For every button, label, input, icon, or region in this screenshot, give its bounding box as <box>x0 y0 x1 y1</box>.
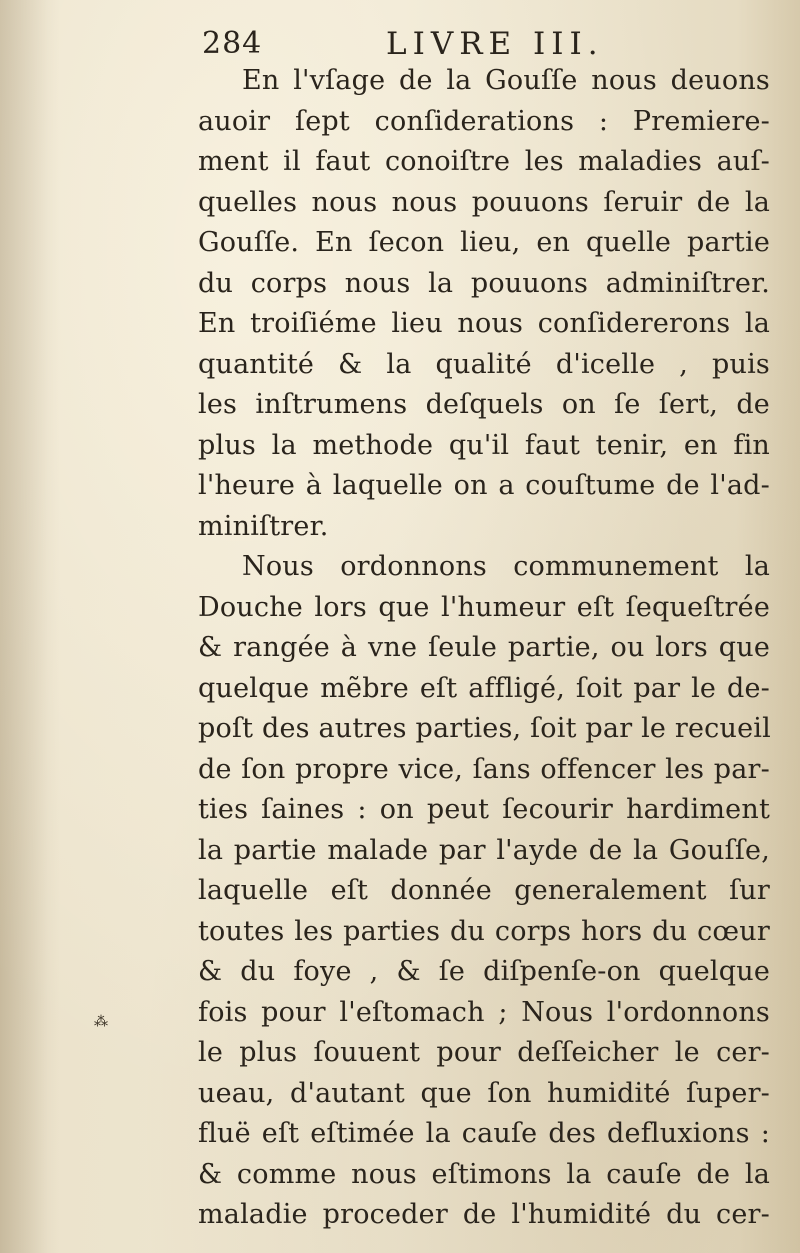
page-gutter-shadow <box>0 0 60 1253</box>
text-line: du corps nous la pouuons adminiſtrer. <box>198 267 770 299</box>
text-line: quantité & la qualité d'icelle , puis <box>198 348 770 380</box>
text-line: le plus ſouuent pour deſſeicher le cer- <box>198 1037 770 1068</box>
text-line: quelles nous nous pouuons ſeruir de la <box>198 186 770 218</box>
text-line: ties ſaines : on peut ſecourir hardiment <box>198 794 770 825</box>
text-line: & comme nous eſtimons la cauſe de la <box>198 1158 770 1190</box>
page-number: 284 <box>202 26 263 61</box>
text-line: maladie proceder de l'humidité du cer- <box>198 1199 770 1230</box>
text-line: Nous ordonnons communement la <box>242 551 770 582</box>
body-text <box>198 61 770 1236</box>
running-head: LIVRE III. <box>386 26 604 62</box>
text-line: de ſon propre vice, ſans offencer les par- <box>198 753 770 785</box>
text-line: quelque mẽbre eſt affligé, ſoit par le de- <box>198 672 770 704</box>
text-line: l'heure à laquelle on a couſtume de l'ad- <box>198 470 770 501</box>
text-line: & du foye , & ſe diſpenſe-on quelque <box>198 956 770 987</box>
text-line: ment il faut conoiſtre les maladies auſ- <box>198 146 770 177</box>
text-line: fluë eſt eſtimée la cauſe des defluxions : <box>198 1118 770 1149</box>
text-line: En l'vſage de la Gouſſe nous deuons <box>242 65 770 96</box>
text-line: poſt des autres parties, ſoit par le recueil <box>198 713 771 744</box>
text-line: ueau, d'autant que ſon humidité ſuper- <box>198 1077 770 1109</box>
text-line: la partie malade par l'ayde de la Gouſſe, <box>198 834 770 866</box>
text-line: toutes les parties du corps hors du cœur <box>198 915 770 947</box>
text-line: & rangée à vne ſeule partie, ou lors que <box>198 632 770 663</box>
margin-mark-icon: ⁂ <box>94 1014 108 1030</box>
text-line: laquelle eſt donnée generalement ſur <box>198 875 770 906</box>
text-line: auoir ſept conſiderations : Premiere- <box>198 105 770 137</box>
text-line: En troiſiéme lieu nous conſidererons la <box>198 308 770 339</box>
text-line: miniſtrer. <box>198 510 329 542</box>
text-line: plus la methode qu'il faut tenir, en fin <box>198 429 770 461</box>
text-line: les inſtrumens deſquels on ſe ſert, de <box>198 389 770 420</box>
text-line: Douche lors que l'humeur eſt ſequeſtrée <box>198 591 770 623</box>
text-line: Gouſſe. En ſecon lieu, en quelle partie <box>198 227 770 258</box>
text-line: fois pour l'eſtomach ; Nous l'ordonnons <box>198 996 770 1028</box>
page-header <box>196 24 776 64</box>
